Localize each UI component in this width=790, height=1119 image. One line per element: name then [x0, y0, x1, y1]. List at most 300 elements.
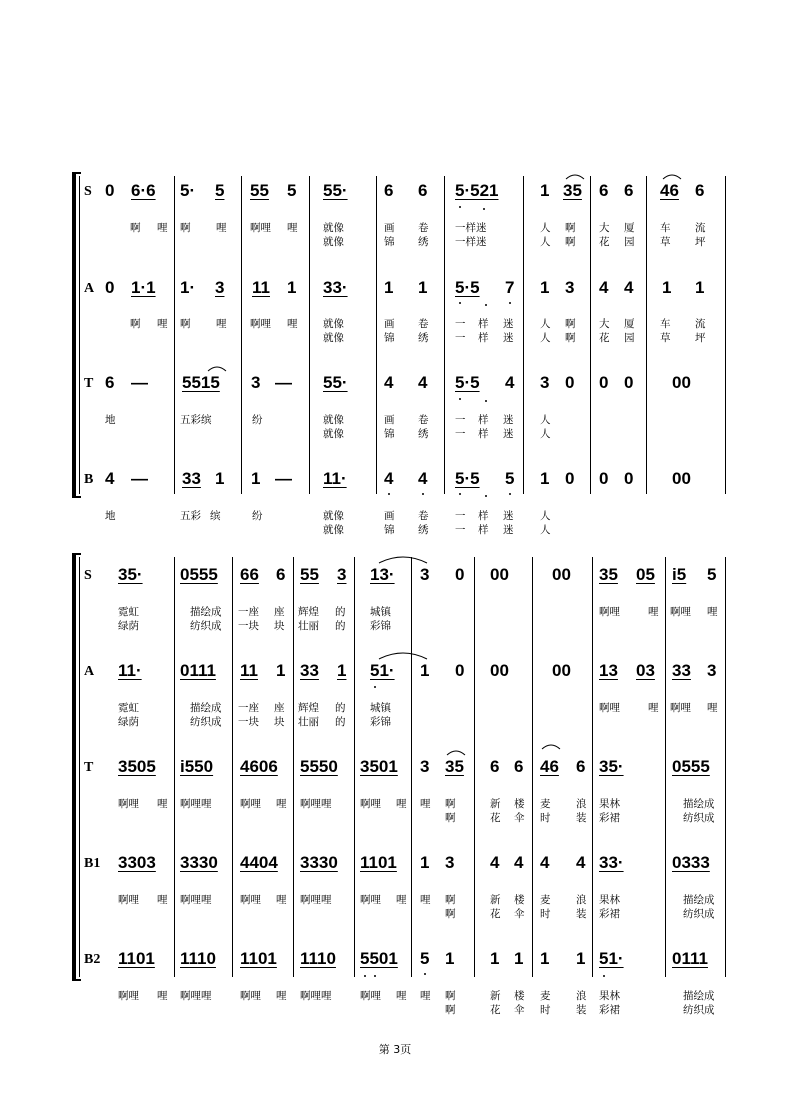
note: 00 — [552, 661, 571, 680]
lyric: 霓虹 — [118, 606, 139, 618]
lyric: 哩 — [157, 222, 168, 234]
octave-dot — [483, 208, 485, 210]
slur-mark — [446, 748, 466, 756]
note: 6 — [105, 373, 115, 392]
octave-dot — [374, 686, 376, 688]
lyric: 描绘成 — [190, 606, 222, 618]
note: 1110 — [180, 949, 216, 968]
note: 6 — [599, 181, 609, 200]
lyric: 城镇 — [370, 702, 391, 714]
lyric: 车 — [660, 318, 671, 330]
note: 4 — [490, 853, 500, 872]
note: 11· — [323, 469, 347, 488]
lyric: 一块 — [238, 716, 259, 728]
note: 46 — [540, 757, 559, 776]
note: 4 — [514, 853, 524, 872]
lyric: 啊 — [180, 222, 191, 234]
lyric: 绣 — [418, 524, 429, 536]
lyric: 花 — [599, 236, 610, 248]
part-name-S: S — [84, 184, 92, 199]
lyric: 彩锦 — [370, 620, 391, 632]
note: 4 — [384, 469, 394, 488]
note: 0 — [624, 469, 634, 488]
note: 11 — [240, 661, 258, 680]
lyric: 座 — [274, 606, 285, 618]
note: 0333 — [672, 853, 710, 872]
lyric: 哩 — [420, 990, 431, 1002]
note: 00 — [490, 565, 509, 584]
lyric: 装 — [576, 1004, 587, 1016]
note: 0 — [105, 181, 115, 200]
octave-dot — [603, 975, 605, 977]
lyric: 哩 — [157, 990, 168, 1002]
lyric: 绿荫 — [118, 620, 139, 632]
lyric: 画 — [384, 510, 395, 522]
note: 3 — [445, 853, 455, 872]
note: 66 — [240, 565, 259, 584]
lyric: 啊哩哩 — [300, 894, 332, 906]
note: 5 — [420, 949, 430, 968]
note: 05 — [636, 565, 655, 584]
barline — [411, 557, 412, 977]
octave-dot — [422, 493, 424, 495]
note: 6 — [576, 757, 586, 776]
tie-mark — [378, 554, 428, 564]
note: 5501 — [360, 949, 398, 968]
lyric: 就像 — [323, 414, 344, 426]
lyric: 啊 — [130, 318, 141, 330]
note: 5·5 — [455, 373, 480, 392]
bracket-hook-top — [72, 553, 81, 555]
note: 1 — [420, 661, 430, 680]
lyric: 时 — [540, 812, 551, 824]
lyric: 新 — [490, 990, 501, 1002]
barline — [532, 557, 533, 977]
lyric: 辉煌 — [298, 606, 319, 618]
lyric: 园 — [624, 332, 635, 344]
note: 1 — [276, 661, 286, 680]
note: 0111 — [672, 949, 708, 968]
lyric: 啊 — [565, 222, 576, 234]
lyric: 迷 — [503, 510, 514, 522]
note: 0111 — [180, 661, 216, 680]
note: 35 — [599, 565, 618, 584]
lyric: 哩 — [396, 894, 407, 906]
note: 00 — [490, 661, 509, 680]
note: 4 — [624, 278, 634, 297]
note: 1· — [180, 278, 196, 297]
lyric: 就像 — [323, 428, 344, 440]
note: 3 — [251, 373, 261, 392]
note: 35· — [599, 757, 624, 776]
note: 35 — [445, 757, 464, 776]
lyric: 啊哩哩 — [300, 990, 332, 1002]
note: 1 — [445, 949, 455, 968]
lyric: 园 — [624, 236, 635, 248]
note: 51· — [599, 949, 624, 968]
note: — — [275, 469, 292, 488]
lyric: 哩 — [276, 894, 287, 906]
lyric: 楼 — [514, 798, 525, 810]
lyric: 一座 — [238, 702, 259, 714]
note: 3 — [215, 278, 225, 297]
lyric: 时 — [540, 908, 551, 920]
lyric: 人 — [540, 332, 551, 344]
lyric: 啊哩 — [360, 894, 381, 906]
lyric: 哩 — [420, 894, 431, 906]
lyric: 时 — [540, 1004, 551, 1016]
note: 3 — [540, 373, 550, 392]
note: 33 — [300, 661, 319, 680]
barline — [376, 176, 377, 494]
octave-dot — [509, 493, 511, 495]
lyric: 迷 — [503, 428, 514, 440]
note: i5 — [672, 565, 687, 584]
lyric: 啊哩 — [250, 318, 271, 330]
lyric: 块 — [274, 620, 285, 632]
lyric: 纷 — [252, 414, 263, 426]
note: 4 — [384, 373, 394, 392]
lyric: 一样迷 — [455, 236, 487, 248]
lyric: 描绘成 — [190, 702, 222, 714]
octave-dot — [388, 493, 390, 495]
octave-dot — [364, 975, 366, 977]
lyric: 人 — [540, 524, 551, 536]
lyric: 流 — [695, 318, 706, 330]
lyric: 浪 — [576, 894, 587, 906]
note: 55· — [323, 181, 348, 200]
note: 0 — [599, 373, 609, 392]
octave-dot — [485, 304, 487, 306]
barline — [523, 176, 524, 494]
note: — — [131, 469, 148, 488]
octave-dot — [424, 973, 426, 975]
bracket-hook-bottom — [72, 496, 81, 498]
note: 11 — [252, 278, 270, 297]
lyric: 坪 — [695, 236, 706, 248]
octave-dot — [459, 206, 461, 208]
lyric: 厦 — [624, 318, 635, 330]
lyric: 哩 — [648, 606, 659, 618]
lyric: 人 — [540, 236, 551, 248]
lyric: 楼 — [514, 990, 525, 1002]
note: 1101 — [360, 853, 397, 872]
lyric: 啊哩 — [599, 606, 620, 618]
note: 1101 — [118, 949, 155, 968]
lyric: 伞 — [514, 1004, 525, 1016]
note: 1 — [287, 278, 297, 297]
lyric: 样 — [478, 510, 489, 522]
lyric: 描绘成 — [683, 894, 715, 906]
barline — [646, 176, 647, 494]
note: 1 — [662, 278, 672, 297]
lyric: 的 — [335, 606, 346, 618]
note: 5515 — [182, 373, 220, 392]
note: 13· — [370, 565, 395, 584]
lyric: 啊哩 — [240, 990, 261, 1002]
lyric: 纺织成 — [683, 812, 715, 824]
lyric: 样 — [478, 318, 489, 330]
lyric: 地 — [105, 414, 116, 426]
tie-mark — [378, 650, 428, 660]
lyric: 绣 — [418, 236, 429, 248]
system-line — [79, 176, 80, 494]
lyric: 哩 — [157, 894, 168, 906]
lyric: 纺织成 — [190, 620, 222, 632]
lyric: 一座 — [238, 606, 259, 618]
lyric: 迷 — [503, 524, 514, 536]
octave-dot — [485, 495, 487, 497]
lyric: 厦 — [624, 222, 635, 234]
lyric: 人 — [540, 414, 551, 426]
lyric: 画 — [384, 318, 395, 330]
lyric: 一 — [455, 428, 466, 440]
lyric: 就像 — [323, 222, 344, 234]
note: 6 — [418, 181, 428, 200]
note: 1101 — [240, 949, 277, 968]
barline — [354, 557, 355, 977]
lyric: 草 — [660, 236, 671, 248]
lyric: 啊哩哩 — [180, 990, 212, 1002]
note: 55· — [323, 373, 348, 392]
lyric: 啊哩哩 — [180, 798, 212, 810]
lyric: 坪 — [695, 332, 706, 344]
lyric: 一 — [455, 318, 466, 330]
lyric: 哩 — [396, 798, 407, 810]
lyric: 哩 — [648, 702, 659, 714]
note: 46 — [660, 181, 679, 200]
note: 3303 — [118, 853, 156, 872]
lyric: 卷 — [418, 510, 429, 522]
barline — [725, 557, 726, 977]
page-number: 第 3页 — [378, 1043, 412, 1056]
note: 3 — [420, 565, 430, 584]
lyric: 啊哩 — [118, 990, 139, 1002]
note: 4606 — [240, 757, 278, 776]
lyric: 样 — [478, 524, 489, 536]
barline — [592, 557, 593, 977]
lyric: 块 — [274, 716, 285, 728]
octave-dot — [509, 302, 511, 304]
lyric: 画 — [384, 222, 395, 234]
note: 4 — [418, 469, 428, 488]
lyric: 锦 — [384, 236, 395, 248]
lyric: 壮丽 — [298, 716, 319, 728]
note: 1 — [215, 469, 225, 488]
note: 03 — [636, 661, 655, 680]
note: 5· — [180, 181, 196, 200]
lyric: 啊哩 — [118, 798, 139, 810]
slur-mark — [662, 172, 682, 180]
lyric: 样 — [478, 332, 489, 344]
lyric: 壮丽 — [298, 620, 319, 632]
lyric: 人 — [540, 318, 551, 330]
lyric: 锦 — [384, 524, 395, 536]
lyric: 彩裙 — [599, 908, 620, 920]
note: 6 — [514, 757, 524, 776]
lyric: 锦 — [384, 332, 395, 344]
note: 1 — [418, 278, 428, 297]
lyric: 人 — [540, 510, 551, 522]
note: 1 — [540, 469, 550, 488]
lyric: 卷 — [418, 222, 429, 234]
lyric: 果林 — [599, 990, 620, 1002]
slur-mark — [541, 742, 561, 750]
note: 33 — [182, 469, 201, 488]
lyric: 伞 — [514, 908, 525, 920]
lyric: 哩 — [396, 990, 407, 1002]
note: 4404 — [240, 853, 278, 872]
lyric: 就像 — [323, 318, 344, 330]
lyric: 啊 — [445, 1004, 456, 1016]
lyric: 城镇 — [370, 606, 391, 618]
note: 1110 — [300, 949, 336, 968]
bracket-hook-bottom — [72, 979, 81, 981]
lyric: 的 — [335, 702, 346, 714]
lyric: 哩 — [420, 798, 431, 810]
note: 6·6 — [131, 181, 156, 200]
note: 5 — [707, 565, 717, 584]
barline — [474, 557, 475, 977]
lyric: 浪 — [576, 990, 587, 1002]
lyric: 啊 — [445, 990, 456, 1002]
lyric: 果林 — [599, 894, 620, 906]
note: 1 — [420, 853, 430, 872]
note: 1 — [251, 469, 261, 488]
lyric: 纺织成 — [683, 908, 715, 920]
note: 1·1 — [131, 278, 156, 297]
lyric: 辉煌 — [298, 702, 319, 714]
barline — [444, 176, 445, 494]
note: 3505 — [118, 757, 156, 776]
note: 3330 — [300, 853, 338, 872]
note: 0555 — [672, 757, 710, 776]
lyric: 纺织成 — [190, 716, 222, 728]
note: 0 — [105, 278, 115, 297]
lyric: 啊哩 — [670, 702, 691, 714]
note: 0 — [565, 373, 575, 392]
note: 3501 — [360, 757, 398, 776]
lyric: 人 — [540, 428, 551, 440]
note: 0555 — [180, 565, 218, 584]
note: 33 — [672, 661, 691, 680]
lyric: 浪 — [576, 798, 587, 810]
lyric: 花 — [490, 812, 501, 824]
lyric: 样 — [478, 414, 489, 426]
lyric: 啊 — [445, 908, 456, 920]
note: 3330 — [180, 853, 218, 872]
lyric: 啊 — [445, 812, 456, 824]
lyric: 啊哩 — [240, 894, 261, 906]
barline — [174, 557, 175, 977]
lyric: 哩 — [707, 606, 718, 618]
lyric: 卷 — [418, 318, 429, 330]
barline — [241, 176, 242, 494]
lyric: 哩 — [276, 798, 287, 810]
lyric: 的 — [335, 716, 346, 728]
note: 1 — [337, 661, 347, 680]
lyric: 果林 — [599, 798, 620, 810]
note: 55 — [250, 181, 269, 200]
lyric: 啊哩 — [599, 702, 620, 714]
note: 1 — [490, 949, 500, 968]
lyric: 啊哩 — [118, 894, 139, 906]
note: 4 — [540, 853, 550, 872]
barline — [309, 176, 310, 494]
lyric: 哩 — [157, 318, 168, 330]
note: 5·5 — [455, 469, 480, 488]
octave-dot — [459, 398, 461, 400]
lyric: 样 — [478, 428, 489, 440]
lyric: 五彩 — [180, 510, 201, 522]
note: 0 — [565, 469, 575, 488]
lyric: 卷 — [418, 414, 429, 426]
lyric: 描绘成 — [683, 798, 715, 810]
part-name-T: T — [84, 760, 94, 775]
note: — — [131, 373, 148, 392]
lyric: 绣 — [418, 428, 429, 440]
part-name-T: T — [84, 376, 94, 391]
part-name-B1: B1 — [84, 856, 101, 871]
lyric: 啊 — [565, 236, 576, 248]
note: 3 — [337, 565, 347, 584]
lyric: 啊哩哩 — [180, 894, 212, 906]
lyric: 缤 — [210, 510, 221, 522]
lyric: 哩 — [287, 222, 298, 234]
barline — [174, 176, 175, 494]
lyric: 地 — [105, 510, 116, 522]
lyric: 草 — [660, 332, 671, 344]
barline — [232, 557, 233, 977]
note: 1 — [695, 278, 705, 297]
note: 4 — [418, 373, 428, 392]
lyric: 哩 — [707, 702, 718, 714]
note: 6 — [276, 565, 286, 584]
lyric: 新 — [490, 798, 501, 810]
lyric: 迷 — [503, 332, 514, 344]
note: i550 — [180, 757, 214, 776]
note: 35· — [118, 565, 143, 584]
barline — [590, 176, 591, 494]
note: 00 — [672, 469, 691, 488]
lyric: 一块 — [238, 620, 259, 632]
note: 1 — [540, 949, 550, 968]
lyric: 霓虹 — [118, 702, 139, 714]
lyric: 五彩缤 — [180, 414, 212, 426]
note: 7 — [505, 278, 515, 297]
note: 0 — [455, 661, 465, 680]
octave-dot — [459, 302, 461, 304]
note: 0 — [624, 373, 634, 392]
lyric: 一 — [455, 332, 466, 344]
system-bracket — [72, 553, 76, 981]
lyric: 纷 — [252, 510, 263, 522]
slur-mark — [565, 172, 585, 180]
lyric: 麦 — [540, 990, 551, 1002]
octave-dot — [374, 975, 376, 977]
lyric: 麦 — [540, 798, 551, 810]
lyric: 哩 — [216, 318, 227, 330]
note: 6 — [490, 757, 500, 776]
note: 1 — [540, 181, 550, 200]
lyric: 新 — [490, 894, 501, 906]
bracket-hook-top — [72, 172, 81, 174]
lyric: 啊哩 — [360, 990, 381, 1002]
note: 6 — [695, 181, 705, 200]
note: 00 — [552, 565, 571, 584]
lyric: 麦 — [540, 894, 551, 906]
lyric: 啊哩 — [360, 798, 381, 810]
